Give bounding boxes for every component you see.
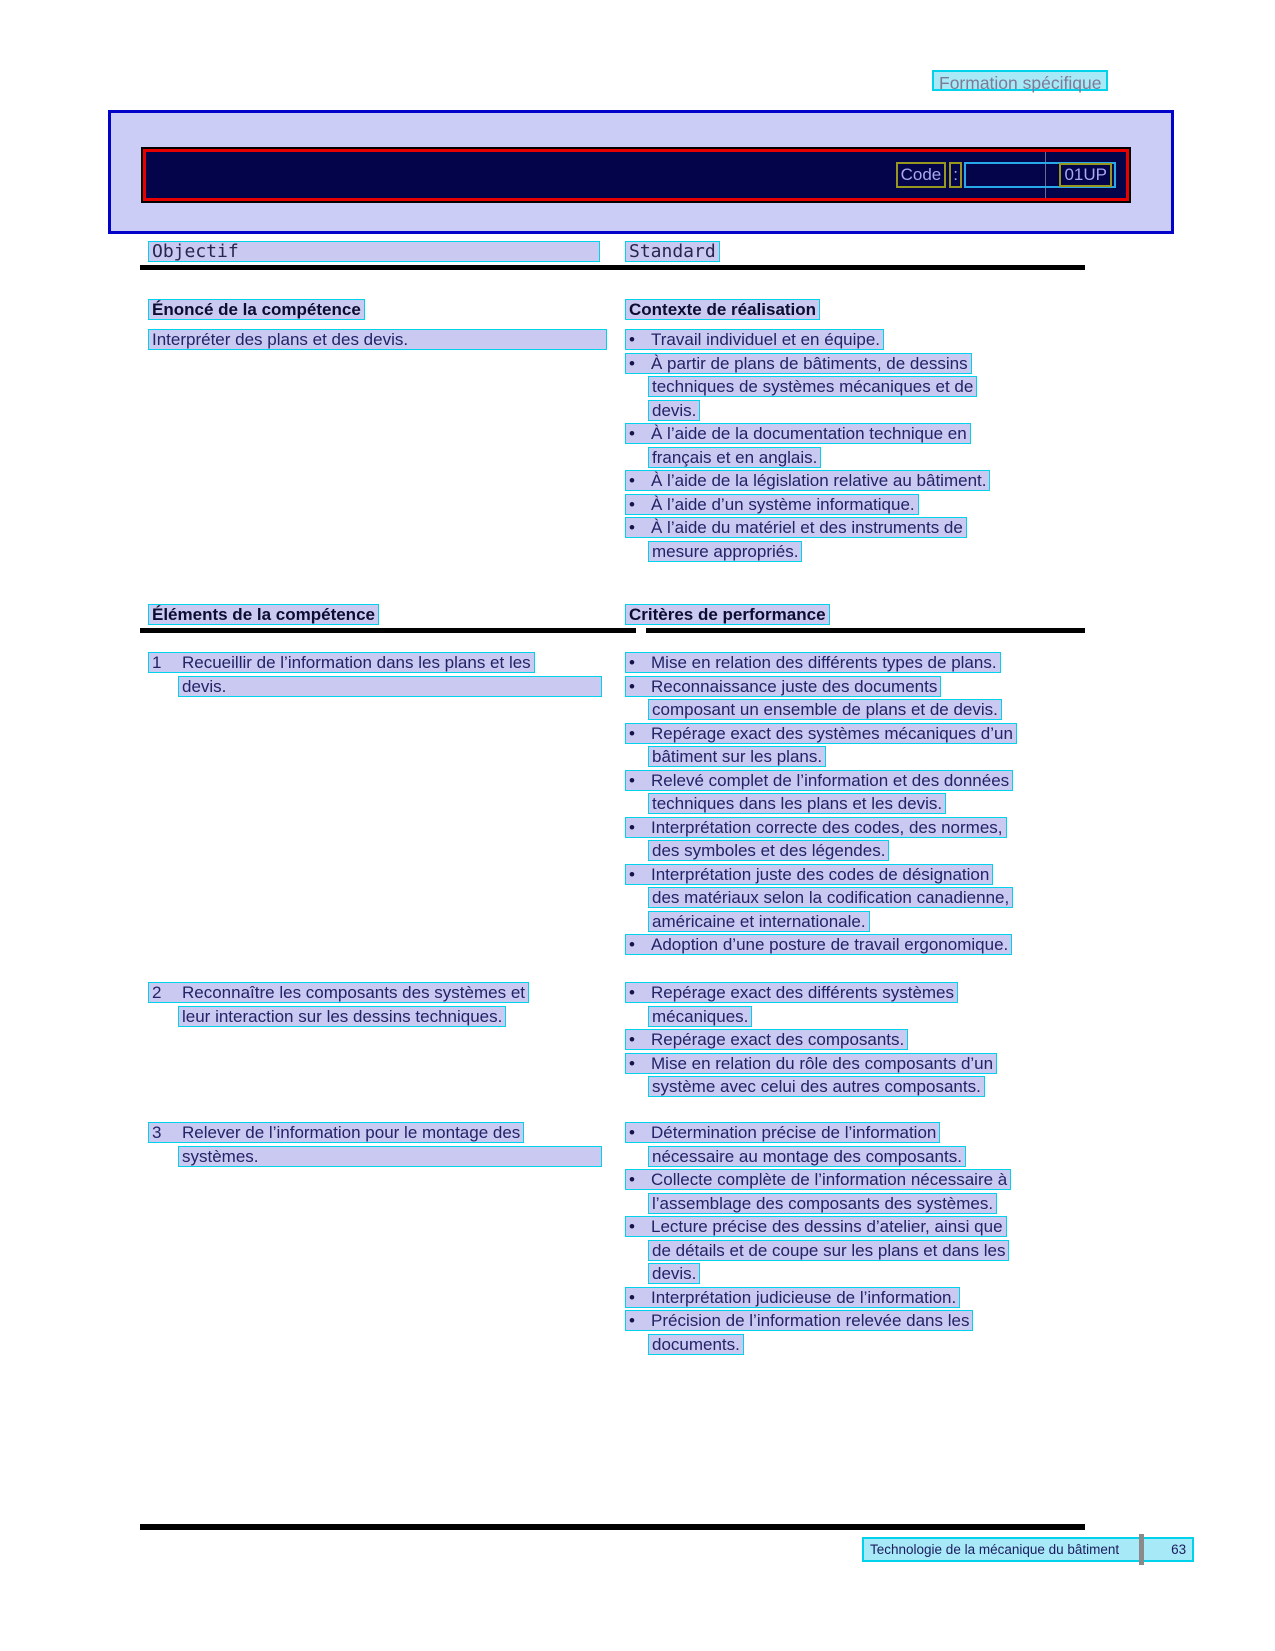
bullet-item bbox=[625, 517, 1095, 564]
bullet-line: l’assemblage des composants des systèmes. bbox=[648, 1193, 997, 1214]
bullet-line: • Travail individuel et en équipe. bbox=[625, 329, 884, 350]
bullet-line: américaine et internationale. bbox=[648, 911, 870, 932]
element-text: Relever de l’information pour le montage des bbox=[182, 1123, 521, 1142]
bullet-line: mécaniques. bbox=[648, 1006, 752, 1027]
competence-row bbox=[148, 329, 1095, 564]
competence-headers bbox=[148, 299, 1095, 320]
bullet-item bbox=[625, 1122, 1095, 1169]
bullet-item bbox=[625, 934, 1095, 958]
objectif-header: Objectif bbox=[148, 241, 600, 262]
bullet-line: bâtiment sur les plans. bbox=[648, 746, 826, 767]
bullet-line: • Mise en relation des différents types de plans. bbox=[625, 652, 1001, 673]
bullet-line: nécessaire au montage des composants. bbox=[648, 1146, 966, 1167]
bullet-line: • Repérage exact des systèmes mécaniques d’un bbox=[625, 723, 1017, 744]
code-label: Code bbox=[896, 162, 947, 188]
bullet-line: mesure appropriés. bbox=[648, 541, 802, 562]
criteres-header: Critères de performance bbox=[625, 604, 830, 625]
bullet-dot: • bbox=[629, 1053, 635, 1073]
contexte-header: Contexte de réalisation bbox=[625, 299, 820, 320]
bullet-dot: • bbox=[629, 770, 635, 790]
element-number: 3 bbox=[152, 1123, 162, 1142]
bullet-dot: • bbox=[629, 518, 635, 537]
bullet-line: devis. bbox=[648, 400, 700, 421]
bullet-line: techniques de systèmes mécaniques et de bbox=[648, 376, 977, 397]
bullet-line: • Reconnaissance juste des documents bbox=[625, 676, 941, 697]
element-line bbox=[148, 652, 535, 673]
element-line bbox=[148, 1122, 524, 1143]
bullet-item bbox=[625, 1053, 1095, 1100]
criteria-bullet-list bbox=[625, 982, 1095, 1100]
bullet-line: devis. bbox=[648, 1263, 700, 1284]
bullet-item bbox=[625, 1169, 1095, 1216]
competence-statement: Interpréter des plans et des devis. bbox=[148, 329, 607, 350]
element-line bbox=[148, 982, 529, 1003]
context-bullet-list bbox=[625, 329, 1095, 564]
bullet-dot: • bbox=[629, 817, 635, 837]
element-text: Recueillir de l’information dans les plans et les bbox=[182, 653, 531, 672]
footer-rule bbox=[140, 1524, 1085, 1530]
bullet-dot: • bbox=[629, 424, 635, 443]
enonce-header: Énoncé de la compétence bbox=[148, 299, 365, 320]
bullet-item bbox=[625, 494, 1095, 518]
code-row bbox=[896, 162, 1116, 188]
bullet-item bbox=[625, 723, 1095, 770]
bullet-dot: • bbox=[629, 983, 635, 1002]
bullet-item bbox=[625, 864, 1095, 935]
header-outer-box bbox=[108, 110, 1174, 234]
divider-rule-right bbox=[646, 628, 1085, 633]
bullet-dot: • bbox=[629, 1123, 635, 1142]
bullet-line: • À l’aide du matériel et des instruments de bbox=[625, 517, 967, 538]
bullet-line: • Interprétation judicieuse de l’information. bbox=[625, 1287, 960, 1308]
element-text: systèmes. bbox=[178, 1146, 602, 1167]
bullet-dot: • bbox=[629, 353, 635, 373]
bullet-item bbox=[625, 652, 1095, 676]
element-number: 2 bbox=[152, 983, 162, 1002]
element-row-1 bbox=[148, 652, 1095, 958]
bullet-item bbox=[625, 1287, 1095, 1311]
footer bbox=[862, 1537, 1194, 1562]
divider-rule-top bbox=[140, 265, 1085, 270]
bullet-line: • Collecte complète de l’information nécessaire à bbox=[625, 1169, 1011, 1190]
bullet-line: de détails et de coupe sur les plans et dans les bbox=[648, 1240, 1009, 1261]
footer-divider-bar bbox=[1139, 1534, 1144, 1565]
bullet-line: • Repérage exact des composants. bbox=[625, 1029, 908, 1050]
bullet-dot: • bbox=[629, 676, 635, 696]
bullet-line: techniques dans les plans et les devis. bbox=[648, 793, 946, 814]
bullet-line: • À l’aide de la documentation technique en bbox=[625, 423, 971, 444]
element-number: 1 bbox=[152, 653, 162, 672]
bullet-line: • À l’aide de la législation relative au bâtiment. bbox=[625, 470, 990, 491]
elements-headers bbox=[148, 604, 1095, 625]
bullet-line: des symboles et des légendes. bbox=[648, 840, 889, 861]
standard-header: Standard bbox=[625, 241, 720, 262]
bullet-line: • À partir de plans de bâtiments, de dessins bbox=[625, 353, 972, 374]
bullet-dot: • bbox=[629, 653, 635, 672]
bullet-line: • À l’aide d’un système informatique. bbox=[625, 494, 919, 515]
bullet-line: • Mise en relation du rôle des composants d’un bbox=[625, 1053, 997, 1074]
bullet-dot: • bbox=[629, 935, 635, 954]
criteria-bullet-list bbox=[625, 652, 1095, 958]
bullet-item bbox=[625, 423, 1095, 470]
bullet-line: • Adoption d’une posture de travail ergonomique. bbox=[625, 934, 1012, 955]
bullet-item bbox=[625, 770, 1095, 817]
bullet-item bbox=[625, 329, 1095, 353]
bullet-item bbox=[625, 1310, 1095, 1357]
bullet-dot: • bbox=[629, 330, 635, 349]
bullet-line: français et en anglais. bbox=[648, 447, 821, 468]
bullet-item bbox=[625, 676, 1095, 723]
bullet-line: composant un ensemble de plans et de devis. bbox=[648, 699, 1002, 720]
bullet-item bbox=[625, 1216, 1095, 1287]
criteria-bullet-list bbox=[625, 1122, 1095, 1357]
header-title-box bbox=[143, 149, 1129, 201]
bullet-line: système avec celui des autres composants. bbox=[648, 1076, 985, 1097]
element-row-3 bbox=[148, 1122, 1095, 1357]
table-header-row bbox=[148, 241, 1095, 262]
bullet-dot: • bbox=[629, 494, 635, 514]
bullet-line: documents. bbox=[648, 1334, 744, 1355]
bullet-dot: • bbox=[629, 1217, 635, 1236]
bullet-dot: • bbox=[629, 1170, 635, 1189]
bullet-item bbox=[625, 817, 1095, 864]
bullet-line: • Détermination précise de l’information bbox=[625, 1122, 940, 1143]
corner-label: Formation spécifique bbox=[932, 70, 1108, 91]
bullet-dot: • bbox=[629, 723, 635, 743]
element-text: leur interaction sur les dessins techniques. bbox=[178, 1006, 506, 1027]
bullet-line: des matériaux selon la codification canadienne, bbox=[648, 887, 1013, 908]
bullet-item bbox=[625, 1029, 1095, 1053]
element-text: devis. bbox=[178, 676, 602, 697]
bullet-dot: • bbox=[629, 1287, 635, 1307]
bullet-line: • Repérage exact des différents systèmes bbox=[625, 982, 958, 1003]
element-row-2 bbox=[148, 982, 1095, 1100]
divider-rule-left bbox=[140, 628, 636, 633]
footer-page-number: 63 bbox=[1171, 1542, 1187, 1557]
code-field bbox=[964, 162, 1116, 188]
code-value: 01UP bbox=[1059, 163, 1112, 187]
element-text: Reconnaître les composants des systèmes et bbox=[182, 983, 525, 1002]
bullet-dot: • bbox=[629, 864, 635, 884]
bullet-line: • Interprétation juste des codes de désignation bbox=[625, 864, 993, 885]
bullet-item bbox=[625, 982, 1095, 1029]
bullet-line: • Lecture précise des dessins d’atelier, ainsi que bbox=[625, 1216, 1007, 1237]
bullet-dot: • bbox=[629, 471, 635, 490]
code-separator: : bbox=[949, 162, 962, 188]
bullet-line: • Interprétation correcte des codes, des normes, bbox=[625, 817, 1007, 838]
elements-header: Éléments de la compétence bbox=[148, 604, 379, 625]
footer-program-name: Technologie de la mécanique du bâtiment bbox=[870, 1542, 1120, 1557]
bullet-item bbox=[625, 353, 1095, 424]
bullet-item bbox=[625, 470, 1095, 494]
bullet-dot: • bbox=[629, 1311, 635, 1330]
bullet-line: • Relevé complet de l’information et des données bbox=[625, 770, 1013, 791]
bullet-line: • Précision de l’information relevée dans les bbox=[625, 1310, 973, 1331]
bullet-dot: • bbox=[629, 1030, 635, 1049]
